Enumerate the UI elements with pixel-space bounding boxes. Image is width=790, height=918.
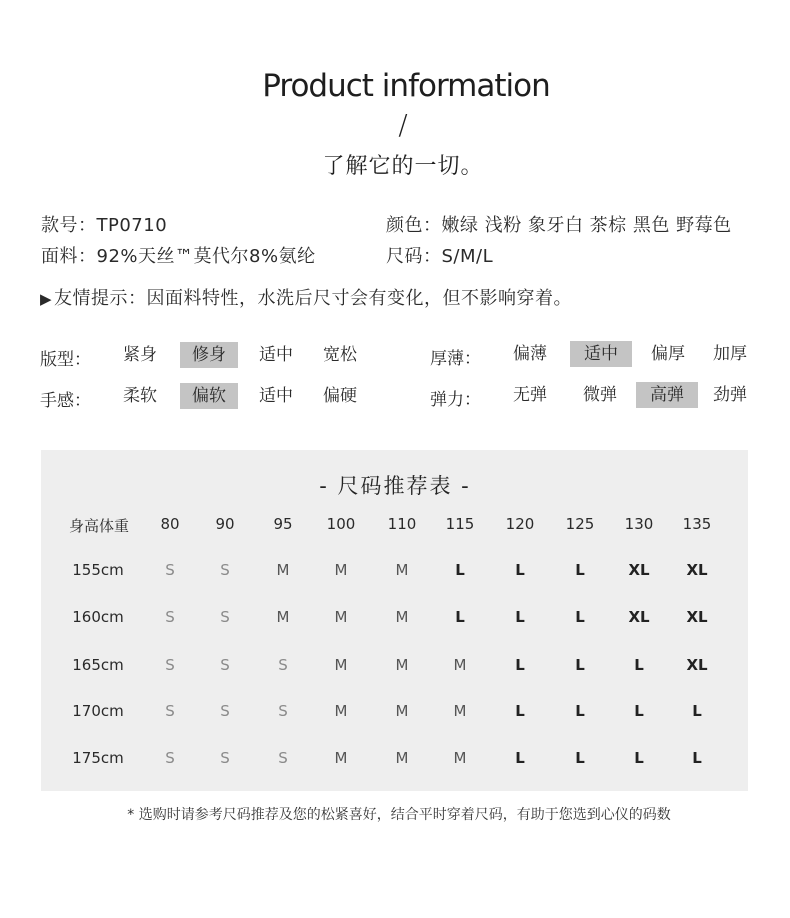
height-label: 165cm [72,656,124,674]
attribute-option-selected: 修身 [180,342,238,368]
weight-header: 135 [682,515,712,533]
size-cell: M [276,561,290,579]
size-cell: M [334,749,348,767]
size-cell: M [334,561,348,579]
attribute-option: 微弹 [583,385,617,405]
size-cell: L [515,656,525,674]
attribute-option: 适中 [259,386,293,406]
size-cell: L [515,608,525,626]
color-options: 颜色：嫩绿 浅粉 象牙白 茶棕 黑色 野莓色 [386,215,732,236]
attribute-option-selected: 偏软 [180,383,238,409]
size-cell: M [334,656,348,674]
height-label: 170cm [72,702,124,720]
size-cell: XL [686,656,708,674]
attribute-option: 柔软 [123,386,157,406]
title-divider: / [398,108,408,141]
size-cell: S [278,749,288,767]
weight-header: 115 [445,515,475,533]
size-cell: L [575,749,585,767]
size-cell: M [334,608,348,626]
size-cell: L [634,749,644,767]
size-cell: L [515,702,525,720]
size-cell: M [395,656,409,674]
weight-header: 130 [624,515,654,533]
style-number: 款号：TP0710 [41,215,168,236]
size-cell: M [334,702,348,720]
size-cell: M [395,608,409,626]
size-cell: L [575,656,585,674]
weight-header: 120 [505,515,535,533]
attribute-option: 偏硬 [323,386,357,406]
weight-header: 95 [273,515,293,533]
attribute-option: 紧身 [123,345,157,365]
size-cell: S [165,608,175,626]
triangle-right-icon: ▶ [40,290,53,308]
size-cell: M [395,702,409,720]
size-cell: L [634,656,644,674]
size-cell: S [220,702,230,720]
size-footnote: * 选购时请参考尺码推荐及您的松紧喜好，结合平时穿着尺码，有助于您选到心仪的码数 [127,807,671,823]
weight-header: 125 [565,515,595,533]
size-cell: M [276,608,290,626]
attribute-option: 偏厚 [651,344,685,364]
size-cell: L [692,749,702,767]
size-cell: S [220,608,230,626]
attribute-option: 劲弹 [713,385,747,405]
size-cell: S [220,749,230,767]
size-cell: M [395,749,409,767]
attribute-option: 加厚 [713,344,747,364]
attribute-option: 偏薄 [513,344,547,364]
weight-header: 80 [160,515,180,533]
size-cell: S [220,561,230,579]
care-tip-text: 友情提示：因面料特性，水洗后尺寸会有变化，但不影响穿着。 [54,288,573,309]
size-cell: L [575,561,585,579]
size-cell: XL [628,608,650,626]
size-cell: L [575,608,585,626]
size-cell: S [165,702,175,720]
attribute-label: 版型： [40,350,91,370]
attribute-option-selected: 适中 [570,341,632,367]
height-label: 160cm [72,608,124,626]
size-cell: M [453,656,467,674]
size-cell: M [395,561,409,579]
size-cell: S [165,749,175,767]
attribute-option: 无弹 [513,385,547,405]
size-cell: S [278,656,288,674]
size-cell: L [634,702,644,720]
size-cell: XL [686,561,708,579]
attribute-option: 宽松 [323,345,357,365]
size-cell: L [455,608,465,626]
size-cell: XL [628,561,650,579]
weight-header: 110 [387,515,417,533]
weight-header: 90 [215,515,235,533]
size-cell: L [575,702,585,720]
size-cell: S [220,656,230,674]
size-cell: M [453,749,467,767]
weight-header: 100 [326,515,356,533]
size-cell: L [515,749,525,767]
attribute-option: 适中 [259,345,293,365]
attribute-label: 手感： [40,391,91,411]
attribute-option-selected: 高弹 [636,382,698,408]
size-cell: M [453,702,467,720]
height-label: 175cm [72,749,124,767]
size-cell: L [515,561,525,579]
page-title: Product information [262,68,550,104]
page-subtitle: 了解它的一切。 [322,154,484,179]
care-tip [40,284,572,310]
size-cell: L [692,702,702,720]
table-corner-label: 身高体重 [68,517,129,535]
size-cell: S [165,656,175,674]
size-cell: S [278,702,288,720]
attribute-label: 厚薄： [430,349,481,369]
size-options: 尺码：S/M/L [386,246,494,267]
size-cell: XL [686,608,708,626]
size-cell: S [165,561,175,579]
size-cell: L [455,561,465,579]
size-table-title: - 尺码推荐表 - [319,474,471,498]
fabric-composition: 面料：92%天丝™莫代尔8%氨纶 [41,246,316,267]
attribute-label: 弹力： [430,390,481,410]
height-label: 155cm [72,561,124,579]
